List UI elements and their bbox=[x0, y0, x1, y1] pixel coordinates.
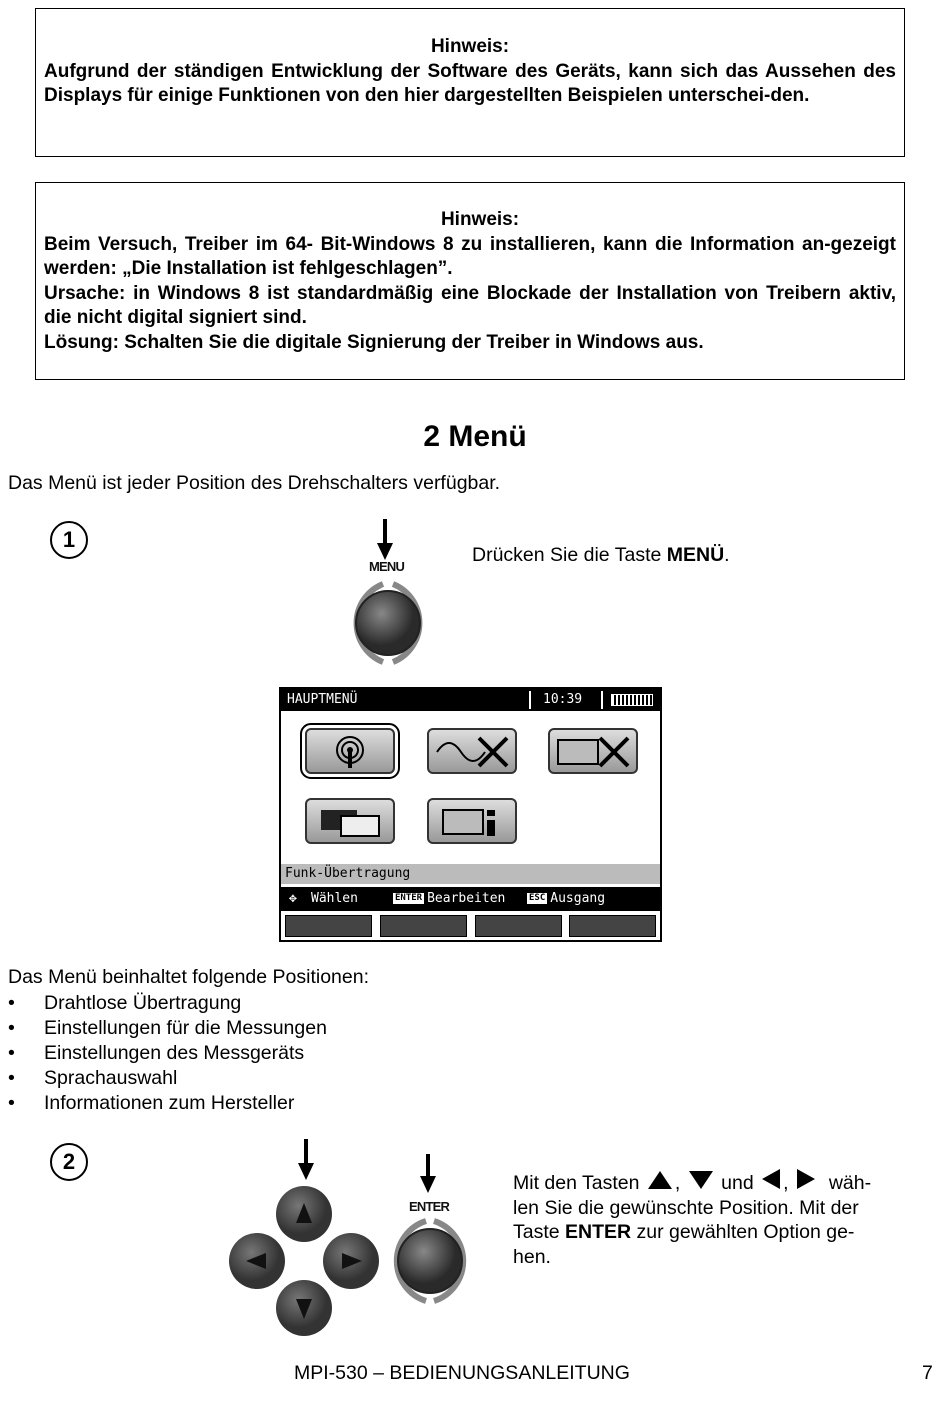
note-title: Hinweis: bbox=[440, 209, 520, 230]
info-icon[interactable] bbox=[427, 798, 517, 844]
list-intro: Das Menü beinhaltet folgende Positionen: bbox=[8, 966, 369, 988]
left-key-icon[interactable] bbox=[229, 1233, 285, 1289]
meter-settings-icon[interactable] bbox=[548, 728, 638, 774]
list-item: • Einstellungen des Messgeräts bbox=[8, 1041, 327, 1066]
battery-icon bbox=[611, 694, 653, 706]
softkey-f4[interactable] bbox=[569, 915, 656, 937]
list-item: • Einstellungen für die Messungen bbox=[8, 1016, 327, 1041]
softkey-f2[interactable] bbox=[380, 915, 467, 937]
down-triangle-icon bbox=[688, 1170, 714, 1190]
softkey-f3[interactable] bbox=[475, 915, 562, 937]
down-arrow-icon bbox=[376, 519, 394, 561]
right-triangle-icon bbox=[796, 1168, 816, 1190]
left-triangle-icon bbox=[761, 1168, 781, 1190]
section-title: 2 Menü bbox=[423, 420, 527, 453]
note-box-1 bbox=[35, 8, 905, 157]
down-arrow-icon bbox=[297, 1139, 315, 1181]
list-item: • Drahtlose Übertragung bbox=[8, 991, 327, 1016]
section-intro: Das Menü ist jeder Position des Drehschalters verfügbar. bbox=[8, 472, 501, 494]
enter-key-label: ENTER bbox=[409, 1199, 450, 1214]
screen-title: HAUPTMENÜ bbox=[287, 692, 358, 707]
page-number: 7 bbox=[922, 1362, 933, 1384]
note-text: Aufgrund der ständigen Entwicklung der Software des Geräts, kann sich das Aussehen des Displays für einige Funktionen von den hier dargestellten Beispielen unterschei-den. bbox=[44, 60, 896, 106]
enter-knob-icon[interactable] bbox=[386, 1217, 474, 1305]
note-text-3: Lösung: Schalten Sie die digitale Signierung der Treiber in Windows aus. bbox=[44, 331, 704, 353]
step-number-2: 2 bbox=[50, 1143, 88, 1181]
measurement-settings-icon[interactable] bbox=[427, 728, 517, 774]
step1-instruction: Drücken Sie die Taste MENÜ. bbox=[472, 544, 730, 566]
down-arrow-icon bbox=[419, 1154, 437, 1194]
note-title: Hinweis: bbox=[430, 36, 510, 57]
note-text-1: Beim Versuch, Treiber im 64- Bit-Windows 8 zu installieren, kann die Information an-gezeigt werden: „Die Installation ist fehlgeschlagen”. bbox=[44, 233, 896, 279]
footer-title: MPI-530 – BEDIENUNGSANLEITUNG bbox=[294, 1362, 630, 1384]
menu-key-label: MENU bbox=[369, 559, 405, 574]
up-key-icon[interactable] bbox=[276, 1186, 332, 1242]
down-key-icon[interactable] bbox=[276, 1280, 332, 1336]
device-screen bbox=[279, 687, 662, 942]
up-triangle-icon bbox=[647, 1170, 673, 1190]
step-number-1: 1 bbox=[50, 521, 88, 559]
menu-knob-icon[interactable] bbox=[343, 580, 433, 666]
esc-key-icon: ESC bbox=[529, 893, 546, 903]
step2-instruction: Mit den Tasten , und , wäh- len Sie die gewünschte Position. Mit der Taste ENTER zur gewählten Option ge- hen. bbox=[513, 1168, 893, 1269]
softkey-f1[interactable] bbox=[285, 915, 372, 937]
wireless-icon[interactable] bbox=[305, 728, 395, 774]
note-text-2: Ursache: in Windows 8 ist standardmäßig eine Blockade der Installation von Treibern aktiv, die nicht digital signiert sind. bbox=[44, 282, 896, 328]
direction-pad bbox=[226, 1183, 382, 1339]
enter-key-icon: ENTER bbox=[395, 893, 423, 903]
menu-position-list bbox=[8, 991, 327, 1116]
note-box-2 bbox=[35, 182, 905, 380]
list-item: • Sprachauswahl bbox=[8, 1066, 327, 1091]
screen-status-bar: Funk-Übertragung bbox=[281, 864, 660, 884]
screen-header bbox=[281, 689, 660, 711]
screen-help-bar: ✥ Wählen ENTER Bearbeiten ESC Ausgang bbox=[281, 887, 660, 911]
screen-time: 10:39 bbox=[543, 692, 583, 707]
language-icon[interactable] bbox=[305, 798, 395, 844]
nav-cross-icon: ✥ bbox=[289, 891, 297, 906]
list-item: • Informationen zum Hersteller bbox=[8, 1091, 327, 1116]
right-key-icon[interactable] bbox=[323, 1233, 379, 1289]
